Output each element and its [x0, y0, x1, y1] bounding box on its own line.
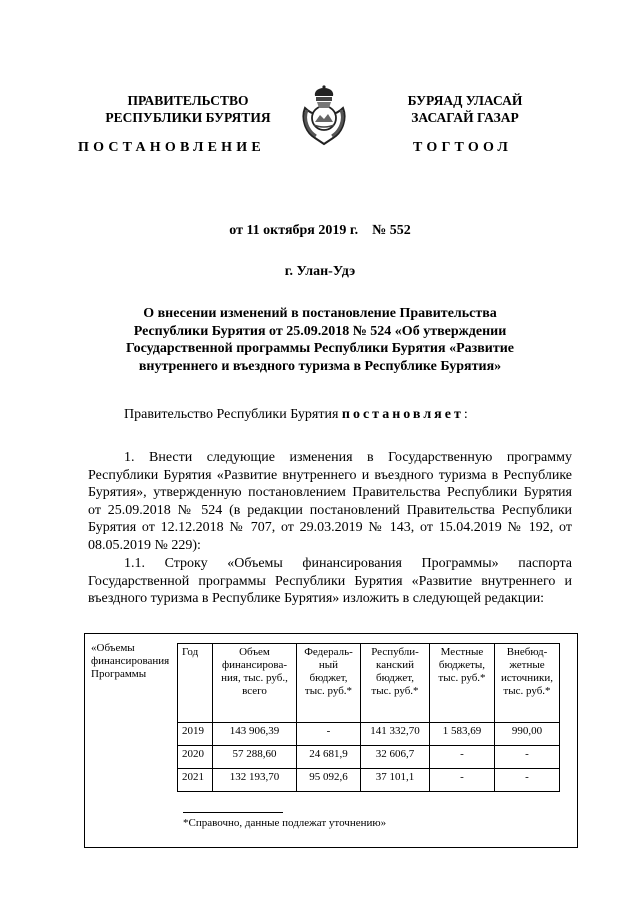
footnote-divider [183, 812, 283, 813]
date-and-number: от 11 октября 2019 г. № 552 [229, 223, 411, 238]
table-cell: - [430, 746, 495, 769]
column-header: Республи-канский бюджет, тыс. руб.* [361, 644, 430, 723]
resolution-intro [88, 406, 572, 424]
column-header: Федераль-ный бюджет, тыс. руб.* [297, 644, 361, 723]
table-row [178, 746, 560, 769]
table-cell: 57 288,60 [213, 746, 297, 769]
table-cell: 95 092,6 [297, 769, 361, 792]
item-1-1: 1.1. Строку «Объемы финансирования Программы» паспорта Государственной программы Республики Бурятия «Развитие внутреннего и въездного туризма в Республике Бурятия» изложить в следующей редакции: [88, 556, 572, 606]
financing-label-text: «Объемы финансирования Программы [91, 642, 170, 680]
table-row [178, 723, 560, 746]
document-title [0, 305, 640, 375]
financing-table [177, 643, 560, 792]
table-cell: 143 906,39 [213, 723, 297, 746]
table-cell: 1 583,69 [430, 723, 495, 746]
table-cell: 2019 [178, 723, 213, 746]
intro-text: Правительство Республики Бурятия [124, 407, 342, 422]
column-header: Местные бюджеты, тыс. руб.* [430, 644, 495, 723]
city: г. Улан-Удэ [284, 264, 356, 279]
document-kind-russian: ПОСТАНОВЛЕНИЕ [78, 140, 265, 155]
table-cell: - [297, 723, 361, 746]
column-header: Объем финансирова-ния, тыс. руб., всего [213, 644, 297, 723]
table-cell: 132 193,70 [213, 769, 297, 792]
column-header: Внебюд-жетные источники, тыс. руб.* [495, 644, 560, 723]
coat-of-arms-icon [299, 84, 349, 146]
issuer-russian-line2: РЕСПУБЛИКИ БУРЯТИЯ [105, 110, 271, 125]
issuer-buryat-line1: БУРЯАД УЛАСАЙ [407, 93, 523, 108]
title-line: Государственной программы Республики Бурятия «Развитие [125, 341, 515, 356]
issuer-buryat-line2: ЗАСАГАЙ ГАЗАР [411, 110, 519, 125]
financing-box [84, 633, 578, 848]
table-cell: 141 332,70 [361, 723, 430, 746]
table-cell: 2021 [178, 769, 213, 792]
table-cell: 37 101,1 [361, 769, 430, 792]
issuer-russian [88, 92, 288, 126]
document-kind-buryat: ТОГТООЛ [413, 140, 513, 155]
table-cell: 2020 [178, 746, 213, 769]
table-row [178, 769, 560, 792]
table-cell: 990,00 [495, 723, 560, 746]
title-line: Республики Бурятия от 25.09.2018 № 524 «Об утверждении [133, 323, 507, 339]
item-1: 1. Внести следующие изменения в Государственную программу Республики Бурятия «Развитие внутреннего и въездного туризма в Республике Бурятия», утвержденную постановлением Правительства Республики Бурятия от 25.09.2018 № 524 (в редакции постановлений Правительства Республики Бурятия от 12.12.2018 № 707, от 29.03.2019 № 143, от 15.04.2019 № 192, от 08.05.2019 № 229): [88, 450, 572, 553]
table-cell: 32 606,7 [361, 746, 430, 769]
financing-label [91, 642, 171, 681]
table-cell: - [495, 746, 560, 769]
issuer-russian-line1: ПРАВИТЕЛЬСТВО [127, 93, 249, 108]
column-header: Год [178, 644, 213, 723]
title-line: О внесении изменений в постановление Правительства [143, 306, 497, 321]
intro-colon: : [463, 407, 468, 422]
table-header-row [178, 644, 560, 723]
issuer-buryat [380, 92, 550, 126]
intro-resolves: постановляет [341, 407, 464, 422]
title-line: внутреннего и въездного туризма в Республике Бурятия» [138, 358, 502, 374]
footnote: *Справочно, данные подлежат уточнению» [183, 817, 387, 829]
table-cell: - [495, 769, 560, 792]
table-cell: 24 681,9 [297, 746, 361, 769]
table-cell: - [430, 769, 495, 792]
